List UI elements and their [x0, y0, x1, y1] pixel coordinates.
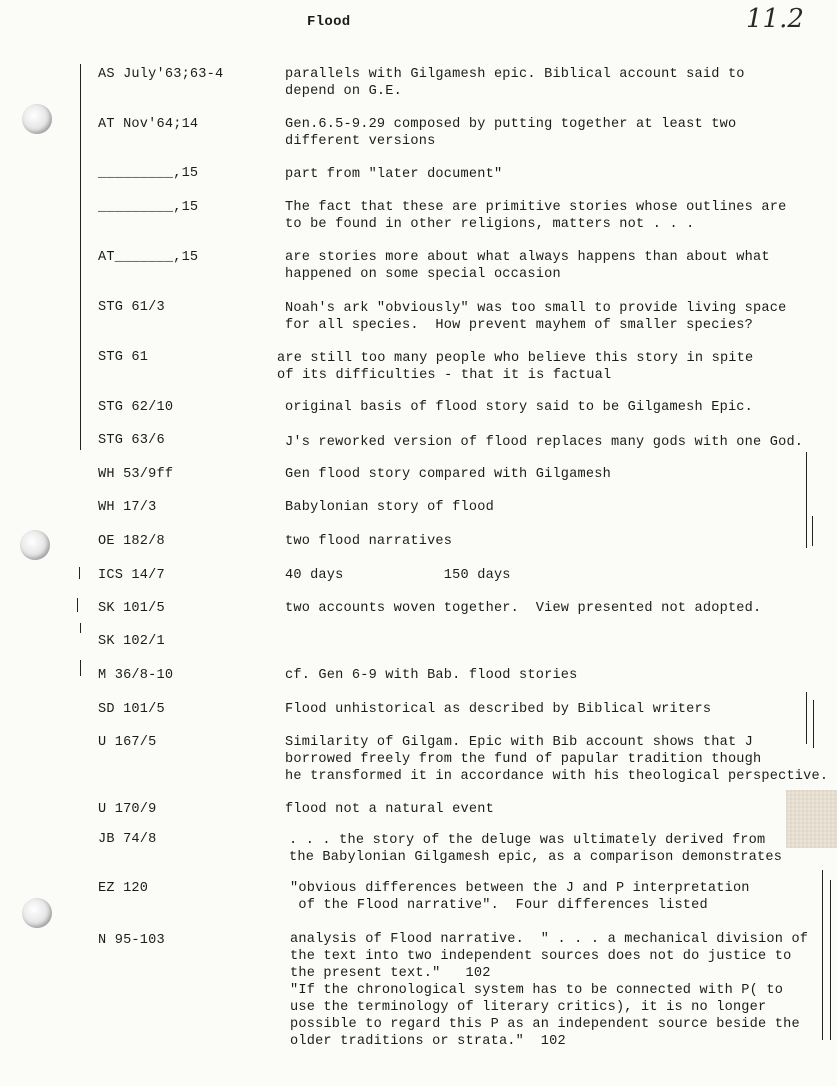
entry-note: The fact that these are primitive stories whose outlines are to be found in other religions, matters not . . . — [285, 200, 787, 232]
entry-ref: STG 62/10 — [98, 400, 174, 415]
entry-note: "obvious differences between the J and P interpretation of the Flood narrative". Four differences listed — [290, 881, 750, 913]
punch-hole-top — [22, 104, 52, 134]
entry-note: flood not a natural event — [285, 802, 494, 817]
entry-note: . . . the story of the deluge was ultimately derived from the Babylonian Gilgamesh epic, as a comparison demonstrates — [289, 833, 783, 865]
entry-ref: U 170/9 — [98, 802, 157, 817]
tape-patch — [786, 790, 837, 848]
entry-ref: STG 63/6 — [98, 433, 165, 448]
margin-line-right-5 — [822, 870, 823, 1040]
entry-ref: AS July'63;63-4 — [98, 67, 224, 82]
entry-ref: JB 74/8 — [98, 832, 157, 847]
entry-note: Gen flood story compared with Gilgamesh — [285, 467, 611, 482]
entry-note: 40 days 150 days — [285, 568, 511, 583]
margin-tick-3 — [80, 623, 81, 633]
entry-ref: _________,15 — [98, 200, 199, 215]
entry-ref: AT_______,15 — [98, 250, 199, 265]
entry-note: J's reworked version of flood replaces many gods with one God. — [285, 435, 804, 450]
entry-note: original basis of flood story said to be Gilgamesh Epic. — [285, 400, 754, 415]
entry-note: two accounts woven together. View presented not adopted. — [285, 601, 762, 616]
entry-note: two flood narratives — [285, 534, 453, 549]
punch-hole-bottom — [22, 898, 52, 928]
margin-line-right-2 — [812, 516, 813, 546]
entry-ref: ICS 14/7 — [98, 568, 165, 583]
entry-note: parallels with Gilgamesh epic. Biblical account said to depend on G.E. — [285, 67, 745, 99]
entry-ref: STG 61/3 — [98, 300, 165, 315]
entry-note: are stories more about what always happens than about what happened on some special occasion — [285, 250, 770, 282]
entry-ref: WH 17/3 — [98, 500, 157, 515]
entry-ref: SK 102/1 — [98, 634, 165, 649]
margin-tick-1 — [79, 567, 80, 579]
entry-note: Similarity of Gilgam. Epic with Bib account shows that J borrowed freely from the fund of papular tradition though he transformed it in accordance with his theological perspective. — [285, 735, 829, 784]
margin-line-right-6 — [830, 880, 831, 1040]
margin-tick-4 — [80, 660, 81, 676]
margin-tick-2 — [77, 598, 78, 612]
entry-note: Noah's ark "obviously" was too small to provide living space for all species. How prevent mayhem of smaller species? — [285, 301, 787, 333]
entry-ref: SD 101/5 — [98, 702, 165, 717]
entry-ref: N 95-103 — [98, 933, 165, 948]
punch-hole-middle — [20, 530, 50, 560]
margin-line-right-1 — [806, 452, 807, 548]
entry-ref: AT Nov'64;14 — [98, 117, 199, 132]
entry-note: analysis of Flood narrative. " . . . a mechanical division of the text into two independent sources does not do justice to the present text." 102 "If the chronological system has to be connected with P( to use the terminology of literary critics), it is no longer possible to regard this P as an independent source beside the older traditions or strata." 102 — [290, 932, 809, 1049]
page-number: 11.2 — [746, 4, 804, 34]
entry-ref: EZ 120 — [98, 881, 149, 896]
page-title: Flood — [307, 14, 351, 30]
entry-note: Gen.6.5-9.29 composed by putting together at least two different versions — [285, 117, 737, 149]
entry-note: are still too many people who believe this story in spite of its difficulties - that it is factual — [277, 351, 754, 383]
entry-ref: WH 53/9ff — [98, 467, 174, 482]
entry-ref: OE 182/8 — [98, 534, 165, 549]
entry-ref: _________,15 — [98, 166, 199, 181]
entry-ref: STG 61 — [98, 350, 149, 365]
margin-line-left-long — [80, 64, 81, 450]
entry-note: part from "later document" — [285, 167, 503, 182]
entry-note: cf. Gen 6-9 with Bab. flood stories — [285, 668, 578, 683]
entry-note: Flood unhistorical as described by Biblical writers — [285, 702, 712, 717]
entry-ref: SK 101/5 — [98, 601, 165, 616]
entry-ref: M 36/8-10 — [98, 668, 174, 683]
entry-note: Babylonian story of flood — [285, 500, 494, 515]
entry-ref: U 167/5 — [98, 735, 157, 750]
